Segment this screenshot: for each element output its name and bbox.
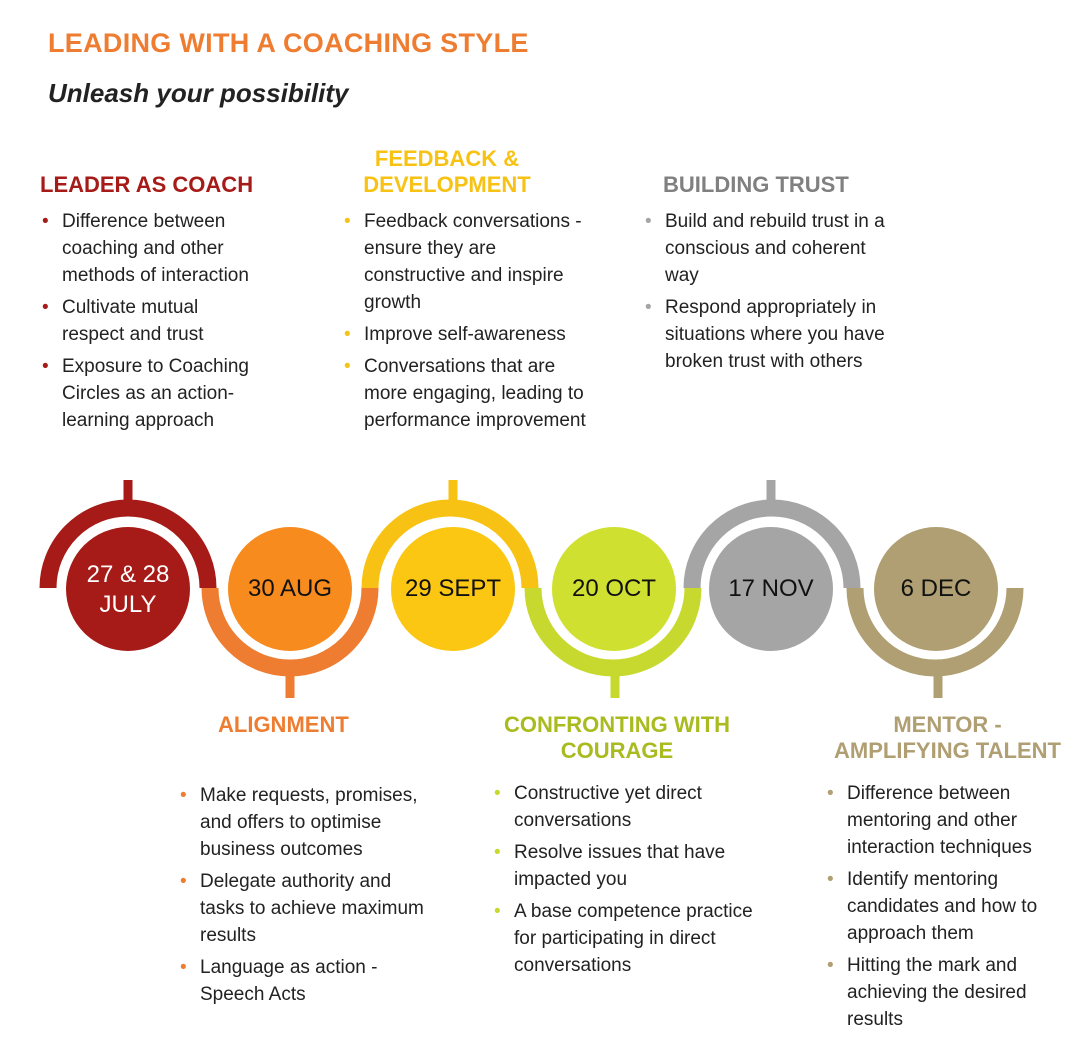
section-heading: LEADER AS COACH [40, 172, 254, 197]
bullet-list [643, 208, 903, 375]
list-item: • Delegate authority and tasks to achieve maximum results [180, 871, 424, 946]
section-alignment [178, 712, 428, 1013]
list-item: • Constructive yet direct conversations [494, 783, 702, 831]
list-item: • Exposure to Coaching Circles as an action-learning approach [42, 356, 249, 431]
bullet-list [178, 782, 428, 1008]
section-heading: CONFRONTING WITH COURAGE [503, 712, 731, 763]
section-confronting-with-courage [492, 712, 752, 984]
list-item: • A base competence practice for participating in direct conversations [494, 901, 753, 976]
date-label-4: 20 OCT [571, 575, 657, 602]
list-item: • Respond appropriately in situations where you have broken trust with others [645, 297, 885, 372]
list-item: • Feedback conversations - ensure they are constructive and inspire growth [344, 211, 582, 313]
bullet-list [40, 208, 290, 434]
section-heading: BUILDING TRUST [663, 172, 849, 197]
bullet-list [492, 780, 752, 979]
list-item: • Language as action - Speech Acts [180, 957, 378, 1005]
date-label-5: 17 NOV [728, 575, 814, 602]
list-item: • Build and rebuild trust in a conscious and coherent way [645, 211, 885, 286]
date-label-2: 30 AUG [247, 575, 333, 602]
section-building-trust [643, 172, 903, 380]
page-subtitle: Unleash your possibility [48, 78, 349, 108]
section-heading: MENTOR - AMPLIFYING TALENT [834, 712, 1061, 763]
list-item: • Difference between coaching and other methods of interaction [42, 211, 249, 286]
section-mentor-amplifying-talent [825, 712, 1070, 1038]
list-item: • Hitting the mark and achieving the desired results [827, 955, 1027, 1030]
section-heading: FEEDBACK & DEVELOPMENT [363, 146, 531, 197]
date-label-6: 6 DEC [900, 575, 972, 602]
list-item: • Conversations that are more engaging, leading to performance improvement [344, 356, 586, 431]
section-feedback-development [342, 146, 602, 439]
section-leader-as-coach [40, 172, 290, 439]
list-item: • Resolve issues that have impacted you [494, 842, 726, 890]
bullet-list [342, 208, 602, 434]
section-heading: ALIGNMENT [218, 712, 349, 737]
date-label-1: 27 & 28 JULY [86, 561, 170, 618]
list-item: • Difference between mentoring and other interaction techniques [827, 783, 1032, 858]
list-item: • Make requests, promises, and offers to optimise business outcomes [180, 785, 418, 860]
date-label-3: 29 SEPT [404, 575, 502, 602]
list-item: • Improve self-awareness [344, 324, 566, 345]
list-item: • Identify mentoring candidates and how to approach them [827, 869, 1038, 944]
list-item: • Cultivate mutual respect and trust [42, 297, 204, 345]
bullet-list [825, 780, 1070, 1033]
page-title: LEADING WITH A COACHING STYLE [48, 28, 529, 58]
